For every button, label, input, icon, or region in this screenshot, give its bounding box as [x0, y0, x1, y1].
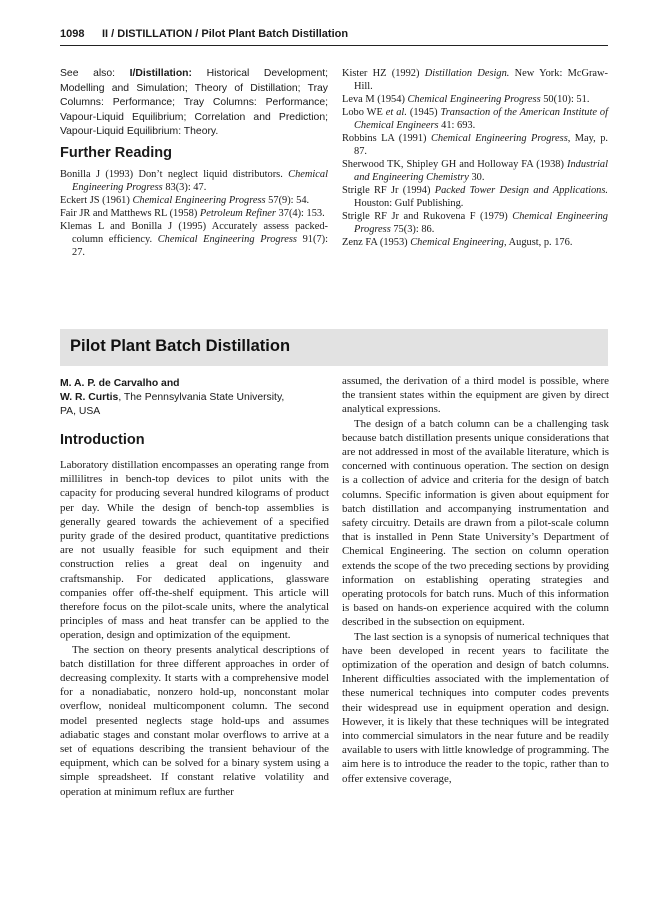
running-header: [60, 28, 608, 44]
header-rule: [60, 45, 608, 46]
author-1: M. A. P. de Carvalho and: [60, 378, 180, 389]
reference-item: Strigle RF Jr and Rukovena F (1979) Chemical Engineering Progress 75(3): 86.: [342, 211, 609, 235]
article-title: Pilot Plant Batch Distillation: [70, 337, 291, 355]
author-2: W. R. Curtis: [60, 392, 119, 403]
affiliation-location: PA, USA: [60, 406, 101, 417]
article-title-band: [60, 329, 608, 366]
paragraph: Laboratory distillation encompasses an operating range from millilitres in bench-top devices to pilot units with the capacity for producing several hundred kilograms of product per day. While the design of bench-top assemblies is generally geared towards the achievement of a specified purity grade of the desired product, quantitative predictions are not usually feasible for such equipment and their construction relies a great deal on ingenuity and craftsmanship. For dedicated applications, glassware companies offer off-the-shelf equipment. This article will therefore focus on the pilot-scale units, where the analytical principles of mass and heat transfer can be applied to the operation, design and optimization of the equipment.: [60, 459, 329, 642]
body-column-left: [60, 458, 329, 799]
body-column-right: [342, 374, 609, 786]
references-left: [60, 168, 328, 259]
introduction-heading: Introduction: [60, 432, 145, 448]
reference-item: Zenz FA (1953) Chemical Engineering, August, p. 176.: [342, 237, 573, 248]
see-also-text: I/Distillation: Historical Development; Modelling and Simulation; Theory of Distillation; Tray Columns: Performance; Tray Columns: Performance; Vapour-Liquid Equilibrium; Correlation and Prediction; Vapour-Liquid Equilibrium: Theory.: [60, 68, 328, 137]
reference-item: Leva M (1954) Chemical Engineering Progress 50(10): 51.: [342, 94, 590, 105]
page-number: 1098: [60, 28, 85, 40]
affiliation: , The Pennsylvania State University,: [118, 392, 285, 403]
see-also-label: See also:: [60, 68, 116, 79]
reference-item: Lobo WE et al. (1945) Transaction of the American Institute of Chemical Engineers 41: 693.: [342, 107, 608, 131]
running-title: II / DISTILLATION / Pilot Plant Batch Distillation: [102, 28, 349, 40]
reference-item: Strigle RF Jr (1994) Packed Tower Design and Applications. Houston: Gulf Publishing.: [342, 185, 609, 209]
paragraph: The design of a batch column can be a challenging task because batch distillation presents unique considerations that are not addressed in most of the available literature, which is concerned with continuous operation. The section on design is a collection of advice and criteria for the design of batch columns. Specific information is given about equipment for batch distillation and accompanying instrumentation and safety circuitry. Details are drawn from a pilot-scale column that is installed in Penn State University’s Department of Chemical Engineering. The section on column operation extends the scope of the two preceding sections by providing information on establishing operating strategies and operating protocols for batch runs. Much of this information is based on hands-on experience acquired with the column described in the subsection on equipment.: [342, 417, 609, 629]
see-also-block: [60, 67, 328, 140]
reference-item: Sherwood TK, Shipley GH and Holloway FA (1938) Industrial and Engineering Chemistry 30.: [342, 159, 608, 183]
references-right: [342, 67, 608, 249]
reference-item: Eckert JS (1961) Chemical Engineering Progress 57(9): 54.: [60, 195, 310, 206]
reference-item: Fair JR and Matthews RL (1958) Petroleum Refiner 37(4): 153.: [60, 208, 325, 219]
reference-item: Kister HZ (1992) Distillation Design. New York: McGraw-Hill.: [342, 68, 608, 92]
paragraph: The last section is a synopsis of numerical techniques that have been developed in recent years to facilitate the optimization of the operation and design of batch columns. Inherent difficulties associated with the implementation of these numerical techniques into computer codes prevents their widespread use in equipment operation and design. However, it is likely that these techniques will be integrated into commercial simulators in the near future and be readily available to users with little knowledge of programming. The aim here is to introduce the reader to the topic, rather than to offer extensive coverage,: [342, 630, 609, 785]
reference-item: Bonilla J (1993) Don’t neglect liquid distributors. Chemical Engineering Progress 83(3): 47.: [60, 169, 328, 193]
further-reading-heading: Further Reading: [60, 145, 172, 161]
reference-item: Klemas L and Bonilla J (1995) Accurately assess packed-column efficiency. Chemical Engineering Progress 91(7): 27.: [60, 221, 328, 258]
paragraph: assumed, the derivation of a third model is possible, where the transient states within the equipment are given by direct analytical expressions.: [342, 375, 609, 416]
reference-item: Robbins LA (1991) Chemical Engineering Progress, May, p. 87.: [342, 133, 608, 157]
paragraph: The section on theory presents analytical descriptions of batch distillation for three different approaches in order of decreasing complexity. It starts with a comprehensive model for a nonadiabatic, nonzero hold-up, nonconstant molar overflow, nonideal multicomponent column. The second model presented neglects stage hold-ups and assumes adiabatic stages and constant molar overflows to arrive at a set of equations describing the transient behaviour of the equipment, which can be solved for a binary system using a simple spreadsheet. If constant relative volatility and operation at minimum reflux are further: [60, 643, 329, 798]
author-block: [60, 377, 330, 419]
